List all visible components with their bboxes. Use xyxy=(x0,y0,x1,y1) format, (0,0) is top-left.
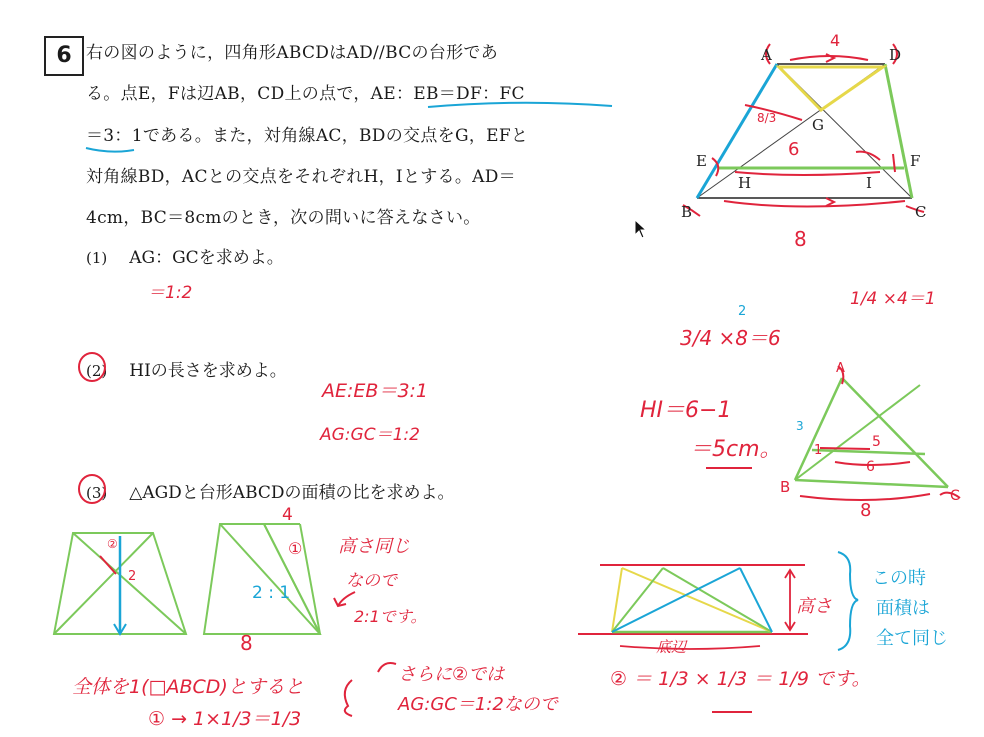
question-circle-mark xyxy=(79,353,108,381)
note-area-2: 面積は xyxy=(876,598,930,619)
small-label-8: 8 xyxy=(860,500,872,521)
question-number: (1) xyxy=(86,249,108,267)
q3-bottom-eight: 8 xyxy=(240,631,253,655)
length-eg: 6 xyxy=(788,139,800,160)
final-answer: ② ＝ 1/3 × 1/3 ＝ 1/9 です。 xyxy=(610,668,871,690)
note-same-height-2: なので xyxy=(346,571,397,591)
note-height: 高さ xyxy=(796,596,832,617)
label-i: I xyxy=(866,174,872,192)
answer-2-ratio-ae: AE:EB＝3:1 xyxy=(322,380,429,402)
small-label-1: 1 xyxy=(814,443,823,458)
parallel-triangles-figure xyxy=(578,552,858,650)
length-ad: 4 xyxy=(830,31,841,50)
further-line-1: さらに②では xyxy=(398,664,505,685)
q3-trapezoid-1 xyxy=(54,533,186,634)
question-text: HIの長さを求めよ。 xyxy=(129,361,287,381)
question-text: △AGDと台形ABCDの面積の比を求めよ。 xyxy=(129,483,455,503)
underline-mark xyxy=(86,148,134,152)
question-text: AG：GCを求めよ。 xyxy=(129,248,284,268)
question-number: (3) xyxy=(86,484,108,502)
label-c: C xyxy=(915,203,927,221)
calc-cancel-two: 2 xyxy=(738,304,747,319)
note-area-1: この時 xyxy=(872,568,926,589)
bracket-mark xyxy=(345,680,352,716)
label-f: F xyxy=(910,152,921,170)
label-e: E xyxy=(696,152,707,170)
underline-mark xyxy=(428,103,612,107)
label-d: D xyxy=(889,46,902,64)
question-circle-mark xyxy=(79,475,108,503)
small-label-5: 5 xyxy=(872,434,881,450)
small-label-a: A xyxy=(836,361,845,376)
problem-text-line: 対角線BD，ACとの交点をそれぞれH，Iとする。AD＝ xyxy=(86,167,516,187)
trapezoid-figure xyxy=(683,44,924,216)
q3-ring-one: ① xyxy=(288,539,303,558)
small-label-b: B xyxy=(780,478,791,496)
problem-text-line: ＝3：1である。また，対角線AC，BDの交点をG，EFと xyxy=(86,126,529,146)
whole-line-1: 全体を1(□ABCD)とすると xyxy=(72,676,304,698)
problem-number: 6 xyxy=(44,36,84,76)
answer-1: ＝1:2 xyxy=(148,283,193,303)
mouse-cursor-icon xyxy=(634,219,648,239)
q3-ratio-two: 2 xyxy=(128,569,137,584)
answer-2-ratio-ag: AG:GC＝1:2 xyxy=(320,425,420,445)
note-base: 底辺 xyxy=(656,638,687,656)
problem-text-line: 右の図のように，四角形ABCDはAD//BCの台形であ xyxy=(86,43,498,63)
hi-equation: HI＝6−1 xyxy=(640,398,732,423)
calc-one-quarter: 1/4 ×4＝1 xyxy=(850,289,936,309)
note-same-height-1: 高さ同じ xyxy=(338,536,410,557)
calc-three-quarters: 3/4 ×8＝6 xyxy=(680,326,781,350)
further-line-2: AG:GC＝1:2なので xyxy=(398,694,558,715)
q3-ratio-two-one: 2 : 1 xyxy=(252,583,291,603)
whole-line-2: ① → 1×1/3＝1/3 xyxy=(148,708,302,730)
label-b: B xyxy=(681,203,693,221)
small-label-c: C xyxy=(950,488,960,504)
q3-trapezoid-2 xyxy=(204,524,320,634)
length-bc: 8 xyxy=(794,227,807,251)
problem-text-line: る。点E，Fは辺AB，CD上の点で，AE：EB＝DF：FC xyxy=(86,84,525,104)
q3-ratio-circle: ② xyxy=(107,537,118,551)
question-number: (2) xyxy=(86,362,108,380)
arrow-mark xyxy=(338,592,355,606)
arrow-mark xyxy=(378,663,396,672)
note-same-height-3: 2:1です。 xyxy=(354,607,427,626)
label-a: A xyxy=(761,46,772,64)
note-area-3: 全て同じ xyxy=(876,628,948,649)
frac-label: 8/3 xyxy=(757,111,777,125)
small-label-6: 6 xyxy=(866,459,875,475)
hi-answer: ＝5cm。 xyxy=(690,437,782,462)
label-g: G xyxy=(812,116,824,134)
q3-top-four: 4 xyxy=(282,505,293,525)
small-label-3: 3 xyxy=(796,419,804,433)
label-h: H xyxy=(738,174,752,192)
problem-text-line: 4cm，BC＝8cmのとき，次の問いに答えなさい。 xyxy=(86,208,481,228)
